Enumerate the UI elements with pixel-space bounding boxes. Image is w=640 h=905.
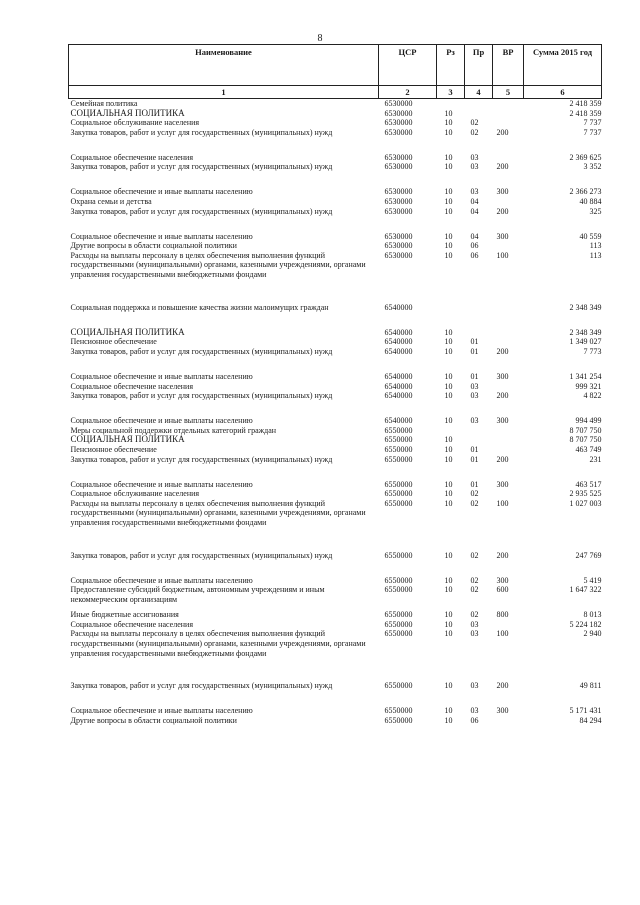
row-csr: 6530000	[384, 127, 413, 137]
table-row	[69, 610, 602, 620]
row-pr: 02	[470, 498, 479, 508]
row-sum: 1 647 322	[569, 585, 602, 595]
table-row	[69, 118, 602, 128]
row-name: Другие вопросы в области социальной политики	[70, 716, 237, 726]
row-sum: 40 884	[579, 196, 602, 206]
row-csr: 6550000	[384, 706, 413, 716]
row-sum: 247 769	[575, 550, 602, 560]
row-vr	[493, 489, 524, 499]
row-csr: 6550000	[384, 681, 413, 691]
row-csr: 6540000	[384, 327, 413, 337]
row-name: Семейная политика	[70, 99, 138, 108]
row-csr: 6550000	[384, 425, 413, 435]
table-row	[69, 426, 602, 436]
page-number: 8	[317, 33, 323, 44]
table-row	[69, 207, 602, 232]
table-row	[69, 445, 602, 455]
row-rz: 10	[444, 187, 453, 197]
row-pr: 02	[470, 585, 479, 595]
row-rz: 10	[444, 416, 453, 426]
row-vr	[493, 99, 524, 109]
row-csr: 6550000	[384, 585, 413, 595]
row-pr: 01	[470, 337, 479, 347]
row-csr: 6530000	[384, 241, 413, 251]
row-name: Закупка товаров, работ и услуг для государственных (муниципальных) нужд	[70, 346, 333, 356]
row-vr: 200	[496, 391, 509, 401]
row-sum: 5 171 431	[569, 706, 602, 716]
table-row	[69, 629, 602, 681]
row-csr: 6550000	[384, 444, 413, 454]
row-rz: 10	[444, 435, 453, 445]
header-vr: ВР	[493, 45, 524, 86]
header-rz: Рз	[437, 45, 465, 86]
row-rz: 10	[444, 610, 453, 620]
table-header	[69, 45, 602, 99]
row-sum: 2 348 349	[569, 302, 602, 312]
row-csr: 6550000	[384, 435, 413, 445]
row-pr: 06	[470, 716, 479, 726]
row-sum: 40 559	[579, 231, 602, 241]
table-row	[69, 337, 602, 347]
row-pr: 04	[470, 206, 479, 216]
row-vr: 200	[496, 206, 509, 216]
row-vr: 200	[496, 127, 509, 137]
row-name: СОЦИАЛЬНАЯ ПОЛИТИКА	[70, 327, 185, 337]
row-vr: 300	[496, 575, 509, 585]
row-sum: 5 224 182	[569, 619, 602, 629]
column-number: 3	[437, 86, 465, 99]
row-vr	[493, 118, 524, 128]
row-pr	[465, 303, 493, 328]
row-pr: 06	[470, 250, 479, 260]
column-number: 6	[524, 86, 602, 99]
table-row	[69, 551, 602, 576]
table-row	[69, 187, 602, 197]
row-csr: 6550000	[384, 619, 413, 629]
row-csr: 6550000	[384, 489, 413, 499]
column-number: 2	[379, 86, 437, 99]
row-rz: 10	[444, 346, 453, 356]
row-rz: 10	[444, 196, 453, 206]
row-sum: 3 352	[583, 162, 602, 172]
row-csr: 6530000	[384, 187, 413, 197]
row-csr: 6530000	[384, 118, 413, 128]
row-name: Социальное обеспечение и иные выплаты населению	[70, 479, 253, 489]
row-csr: 6530000	[384, 162, 413, 172]
row-pr: 03	[470, 162, 479, 172]
row-vr: 600	[496, 585, 509, 595]
row-name: Социальное обеспечение населения	[70, 619, 193, 629]
table-row	[69, 681, 602, 706]
row-name: Пенсионное обеспечение	[70, 337, 157, 347]
row-sum: 999 321	[575, 381, 602, 391]
row-vr: 200	[496, 681, 509, 691]
table-row	[69, 109, 602, 119]
row-csr: 6550000	[384, 550, 413, 560]
row-name: Социальное обеспечение и иные выплаты населению	[70, 575, 253, 585]
row-csr: 6550000	[384, 575, 413, 585]
table-row	[69, 716, 602, 726]
row-rz: 10	[444, 681, 453, 691]
table-row	[69, 489, 602, 499]
row-csr: 6540000	[384, 346, 413, 356]
row-rz: 10	[444, 162, 453, 172]
row-name: Социальное обеспечение и иные выплаты населению	[70, 187, 253, 197]
row-vr: 300	[496, 706, 509, 716]
row-rz: 10	[444, 152, 453, 162]
row-name: Социальное обслуживание населения	[70, 489, 200, 499]
row-sum: 7 737	[583, 118, 602, 128]
row-rz: 10	[444, 108, 453, 118]
row-sum: 994 499	[575, 416, 602, 426]
row-csr: 6530000	[384, 108, 413, 118]
row-vr: 300	[496, 416, 509, 426]
row-rz: 10	[444, 371, 453, 381]
table-row	[69, 391, 602, 416]
row-vr: 300	[496, 479, 509, 489]
row-vr	[493, 445, 524, 455]
header-sum: Сумма 2015 год	[524, 45, 602, 86]
row-vr	[493, 303, 524, 328]
row-sum: 2 348 349	[569, 327, 602, 337]
row-sum: 463 517	[575, 479, 602, 489]
row-rz	[437, 99, 465, 109]
row-pr: 03	[470, 629, 479, 639]
row-name: Другие вопросы в области социальной политики	[70, 241, 237, 251]
table-row	[69, 251, 602, 303]
row-csr: 6550000	[384, 629, 413, 639]
header-name: Наименование	[69, 45, 379, 86]
row-rz: 10	[444, 327, 453, 337]
row-name: Охрана семьи и детства	[70, 196, 152, 206]
row-pr: 04	[470, 231, 479, 241]
row-vr: 100	[496, 498, 509, 508]
row-vr	[493, 382, 524, 392]
row-pr: 03	[470, 381, 479, 391]
table-row	[69, 435, 602, 445]
row-rz: 10	[444, 585, 453, 595]
row-rz	[437, 426, 465, 436]
row-csr: 6540000	[384, 391, 413, 401]
row-pr	[465, 328, 493, 338]
row-rz: 10	[444, 127, 453, 137]
table-row	[69, 162, 602, 187]
row-vr: 200	[496, 550, 509, 560]
row-sum: 5 419	[583, 575, 602, 585]
row-sum: 49 811	[579, 681, 602, 691]
row-name: Пенсионное обеспечение	[70, 444, 157, 454]
row-pr: 03	[470, 706, 479, 716]
table-row	[69, 153, 602, 163]
row-vr: 800	[496, 610, 509, 620]
row-sum: 8 707 750	[569, 435, 602, 445]
row-vr: 100	[496, 250, 509, 260]
row-csr: 6550000	[384, 498, 413, 508]
row-name: СОЦИАЛЬНАЯ ПОЛИТИКА	[70, 435, 185, 445]
row-rz: 10	[444, 454, 453, 464]
table-row	[69, 347, 602, 372]
header-pr: Пр	[465, 45, 493, 86]
row-csr: 6540000	[384, 381, 413, 391]
column-number: 1	[69, 86, 379, 99]
row-csr: 6540000	[384, 337, 413, 347]
row-sum: 1 349 027	[569, 337, 602, 347]
row-csr: 6550000	[384, 479, 413, 489]
row-name: Предоставление субсидий бюджетным, автономным учреждениям и иным некоммерческим организациям	[70, 585, 325, 604]
table-row	[69, 99, 602, 109]
row-vr: 300	[496, 371, 509, 381]
header-csr: ЦСР	[379, 45, 437, 86]
row-pr: 02	[470, 550, 479, 560]
budget-table	[68, 44, 601, 726]
table-row	[69, 382, 602, 392]
row-vr: 200	[496, 346, 509, 356]
row-csr: 6550000	[384, 454, 413, 464]
row-csr: 6550000	[384, 716, 413, 726]
row-name: Социальное обеспечение и иные выплаты населению	[70, 231, 253, 241]
row-pr: 02	[470, 575, 479, 585]
row-vr: 200	[496, 454, 509, 464]
row-pr: 01	[470, 454, 479, 464]
row-pr: 01	[470, 371, 479, 381]
row-pr: 03	[470, 619, 479, 629]
row-sum: 2 940	[583, 629, 602, 639]
row-name: Расходы на выплаты персоналу в целях обеспечения выполнения функций государственными (муниципальными) органами, казенными учреждениями, органами управления государственными внебюджетными фондами	[70, 498, 366, 527]
row-pr: 02	[470, 489, 479, 499]
table-row	[69, 128, 602, 153]
row-pr: 06	[470, 241, 479, 251]
row-sum: 1 341 254	[569, 371, 602, 381]
row-vr: 100	[496, 629, 509, 639]
row-rz: 10	[444, 489, 453, 499]
row-vr	[493, 620, 524, 630]
row-pr: 03	[470, 391, 479, 401]
row-rz: 10	[444, 550, 453, 560]
column-number: 4	[465, 86, 493, 99]
row-pr	[465, 435, 493, 445]
row-rz	[437, 303, 465, 328]
row-sum: 7 773	[583, 346, 602, 356]
row-pr: 02	[470, 118, 479, 128]
row-name: Расходы на выплаты персоналу в целях обеспечения выполнения функций государственными (муниципальными) органами, казенными учреждениями, органами управления государственными внебюджетными фондами	[70, 250, 366, 279]
row-sum: 231	[589, 454, 602, 464]
row-vr	[493, 328, 524, 338]
row-pr: 03	[470, 681, 479, 691]
row-rz: 10	[444, 716, 453, 726]
row-rz: 10	[444, 118, 453, 128]
table-row	[69, 241, 602, 251]
table-row	[69, 499, 602, 551]
row-rz: 10	[444, 706, 453, 716]
table-row	[69, 480, 602, 490]
row-vr	[493, 337, 524, 347]
row-name: Социальное обеспечение населения	[70, 152, 193, 162]
row-sum: 325	[589, 206, 602, 216]
table-row	[69, 232, 602, 242]
row-pr: 01	[470, 444, 479, 454]
row-name: Социальное обслуживание населения	[70, 118, 200, 128]
row-rz: 10	[444, 619, 453, 629]
row-vr: 200	[496, 162, 509, 172]
row-name: Закупка товаров, работ и услуг для государственных (муниципальных) нужд	[70, 681, 333, 691]
row-pr: 03	[470, 416, 479, 426]
row-pr: 01	[470, 346, 479, 356]
table-row	[69, 197, 602, 207]
row-sum: 113	[589, 250, 602, 260]
row-rz: 10	[444, 575, 453, 585]
column-number: 5	[493, 86, 524, 99]
row-sum: 2 418 359	[569, 99, 602, 108]
row-rz: 10	[444, 250, 453, 260]
row-name: Социальная поддержка и повышение качества жизни малоимущих граждан	[70, 302, 329, 312]
table-row	[69, 585, 602, 610]
row-sum: 463 749	[575, 444, 602, 454]
row-rz: 10	[444, 241, 453, 251]
table-body	[69, 99, 602, 726]
row-rz: 10	[444, 381, 453, 391]
table-row	[69, 303, 602, 328]
row-pr: 02	[470, 610, 479, 620]
row-pr: 03	[470, 152, 479, 162]
row-sum: 8 013	[583, 610, 602, 620]
table-row	[69, 620, 602, 630]
row-name: Закупка товаров, работ и услуг для государственных (муниципальных) нужд	[70, 162, 333, 172]
table-row	[69, 576, 602, 586]
row-vr	[493, 241, 524, 251]
row-rz: 10	[444, 479, 453, 489]
row-pr: 04	[470, 196, 479, 206]
row-pr	[465, 109, 493, 119]
row-csr: 6540000	[384, 416, 413, 426]
row-csr: 6530000	[384, 152, 413, 162]
row-vr	[493, 426, 524, 436]
row-name: Социальное обеспечение и иные выплаты населению	[70, 416, 253, 426]
row-sum: 84 294	[579, 716, 602, 726]
row-name: Социальное обеспечение и иные выплаты населению	[70, 371, 253, 381]
row-rz: 10	[444, 498, 453, 508]
row-vr: 300	[496, 187, 509, 197]
table-row	[69, 372, 602, 382]
row-rz: 10	[444, 337, 453, 347]
row-rz: 10	[444, 391, 453, 401]
row-csr: 6530000	[384, 99, 413, 108]
row-sum: 2 418 359	[569, 108, 602, 118]
row-name: Расходы на выплаты персоналу в целях обеспечения выполнения функций государственными (муниципальными) органами, казенными учреждениями, органами управления государственными внебюджетными фондами	[70, 629, 366, 658]
row-pr: 03	[470, 187, 479, 197]
row-vr	[493, 109, 524, 119]
table-row	[69, 328, 602, 338]
row-name: Социальное обеспечение населения	[70, 381, 193, 391]
row-vr	[493, 197, 524, 207]
row-pr	[465, 99, 493, 109]
row-pr	[465, 426, 493, 436]
row-name: Закупка товаров, работ и услуг для государственных (муниципальных) нужд	[70, 206, 333, 216]
row-sum: 1 027 003	[569, 498, 602, 508]
row-sum: 2 935 525	[569, 489, 602, 499]
row-vr	[493, 716, 524, 726]
row-name: Закупка товаров, работ и услуг для государственных (муниципальных) нужд	[70, 391, 333, 401]
row-name: Закупка товаров, работ и услуг для государственных (муниципальных) нужд	[70, 127, 333, 137]
row-name: Иные бюджетные ассигнования	[70, 610, 179, 620]
row-sum: 2 369 625	[569, 152, 602, 162]
row-vr: 300	[496, 231, 509, 241]
row-sum: 8 707 750	[569, 425, 602, 435]
row-csr: 6530000	[384, 196, 413, 206]
row-sum: 113	[589, 241, 602, 251]
table-row	[69, 416, 602, 426]
row-pr: 01	[470, 479, 479, 489]
table-row	[69, 706, 602, 716]
row-csr: 6550000	[384, 610, 413, 620]
row-vr	[493, 153, 524, 163]
row-name: Социальное обеспечение и иные выплаты населению	[70, 706, 253, 716]
row-name: СОЦИАЛЬНАЯ ПОЛИТИКА	[70, 108, 185, 118]
row-name: Закупка товаров, работ и услуг для государственных (муниципальных) нужд	[70, 550, 333, 560]
row-csr: 6530000	[384, 206, 413, 216]
row-vr	[493, 435, 524, 445]
table-row	[69, 455, 602, 480]
row-rz: 10	[444, 629, 453, 639]
row-name: Меры социальной поддержки отдельных категорий граждан	[70, 425, 277, 435]
row-rz: 10	[444, 231, 453, 241]
row-pr: 02	[470, 127, 479, 137]
row-sum: 2 366 273	[569, 187, 602, 197]
row-csr: 6530000	[384, 231, 413, 241]
row-rz: 10	[444, 444, 453, 454]
row-rz: 10	[444, 206, 453, 216]
row-csr: 6540000	[384, 371, 413, 381]
row-csr: 6540000	[384, 302, 413, 312]
row-sum: 4 822	[583, 391, 602, 401]
row-name: Закупка товаров, работ и услуг для государственных (муниципальных) нужд	[70, 454, 333, 464]
row-csr: 6530000	[384, 250, 413, 260]
column-number-row	[69, 86, 602, 99]
row-sum: 7 737	[583, 127, 602, 137]
